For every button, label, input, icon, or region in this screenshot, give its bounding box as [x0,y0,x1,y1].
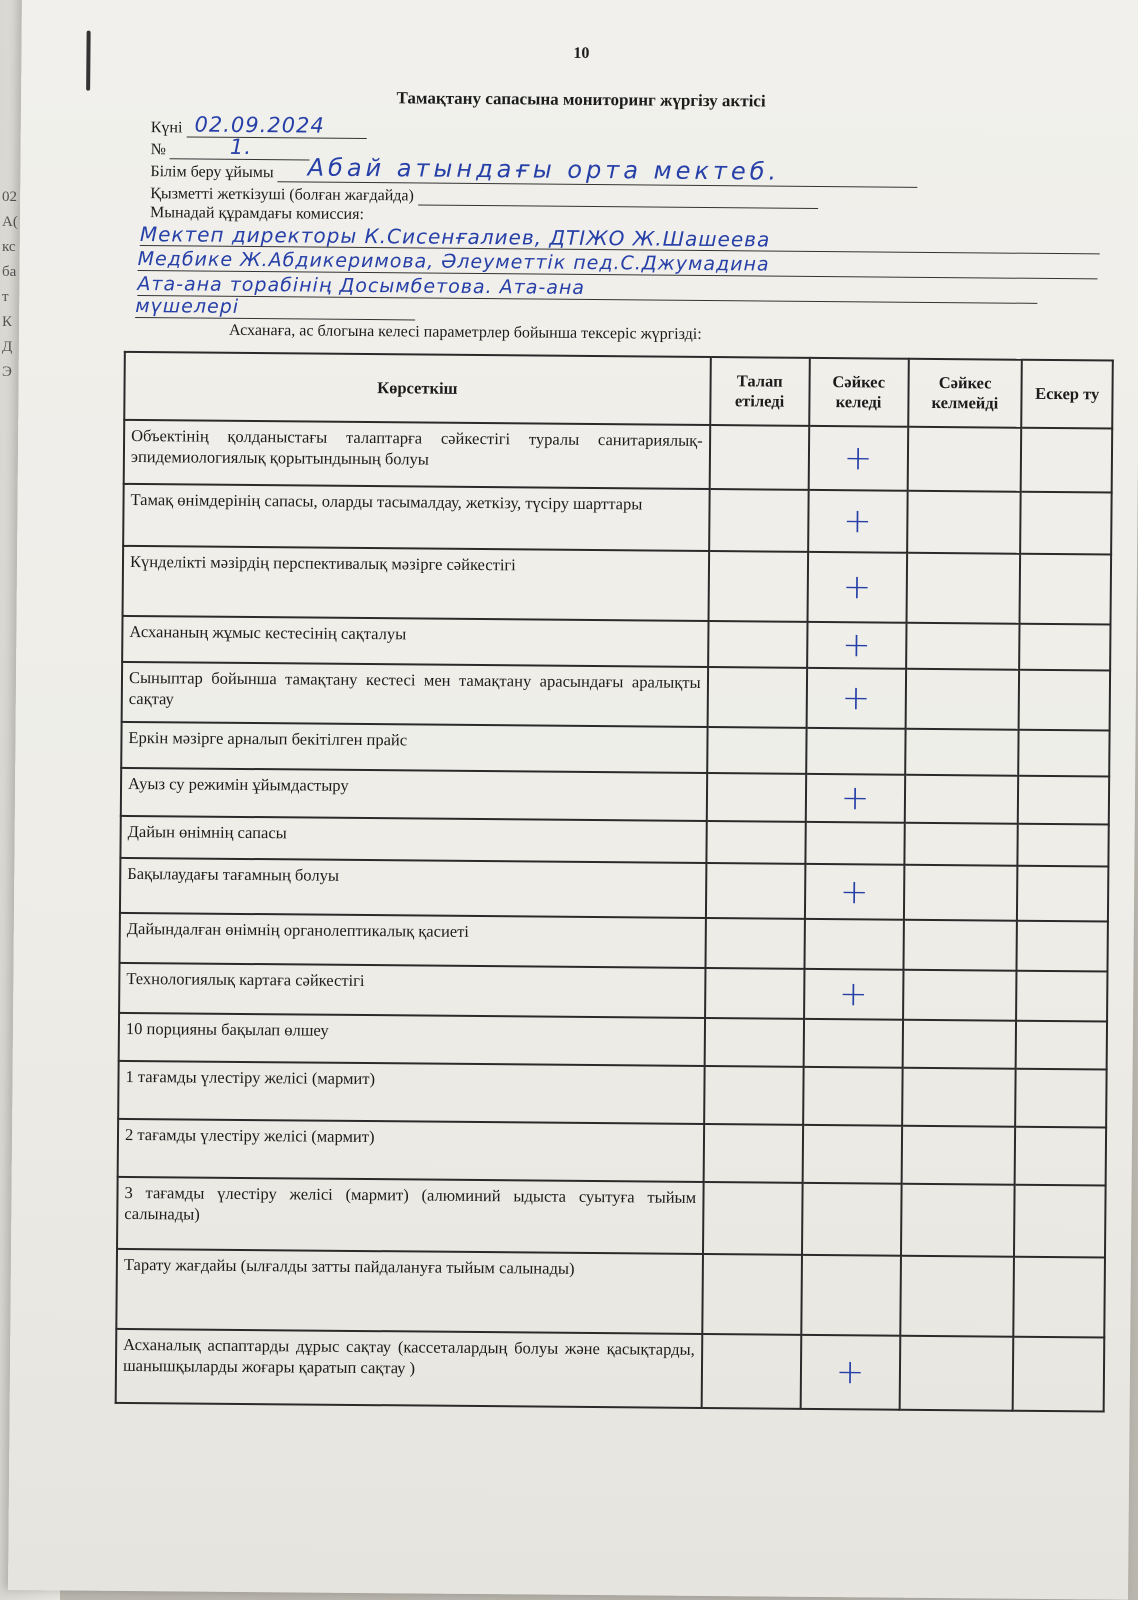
number-line [150,134,310,160]
compliant-mark: + [806,668,906,729]
compliant-mark: + [800,1335,900,1410]
required-cell [706,773,805,822]
criterion-cell: 3 тағамды үлестіру желісі (мармит) (алюминий ыдыста суытуға тыйым салынады) [117,1177,703,1254]
number-field [170,134,310,160]
underlying-page-fragment: кс [2,239,16,255]
table-header-row [124,352,1113,429]
table-row [116,1249,1105,1338]
criterion-cell: Дайындалған өнімнің органолептикалық қасиеті [120,913,706,968]
criterion-cell: Дайын өнімнің сапасы [120,816,706,863]
date-field [186,112,366,139]
noncompliant-cell [907,427,1021,492]
table-row [118,1119,1106,1186]
supplier-field [418,184,818,208]
table-row [120,858,1108,922]
date-label: Күні [150,119,183,137]
number-label: № [150,141,166,159]
noncompliant-cell [904,823,1018,866]
noncompliant-cell [901,1126,1015,1185]
page-number: 10 [573,44,590,62]
table-row [119,963,1107,1022]
table-row [119,1013,1107,1070]
criterion-cell: Сыныптар бойынша тамақтану кестесі мен тамақтану арасындағы аралықты сақтау [122,662,708,727]
criterion-cell: Объектінің қолданыстағы талаптарға сәйкестігі туралы санитариялық-эпидемиологиялық қорытындының болуы [124,420,710,489]
table-row [124,420,1113,493]
note-cell [1016,1021,1107,1070]
note-cell [1017,866,1108,922]
col-header-noncompliant: Сәйкес келмейді [908,359,1022,428]
required-cell [703,1182,803,1255]
underlying-page-fragment: 02 [2,189,17,205]
col-header-required: Талап етіледі [710,357,810,426]
intro-text: Асханаға, ас блогына келесі параметрлер бойынша тексеріс жүргізді: [228,321,702,343]
compliant-mark [802,1183,902,1256]
note-cell [1020,554,1111,625]
date-value: 02.09.2024 [194,112,325,138]
note-cell [1021,428,1112,493]
note-cell [1014,1257,1105,1338]
table-row [120,913,1108,972]
table-row [116,1329,1105,1412]
monitoring-table [115,351,1114,1413]
compliant-mark: + [808,490,908,553]
criterion-cell: Күнделікті мәзірдің перспективалық мәзірге сәйкестігі [123,546,709,621]
criterion-cell: 10 порцияны бақылап өлшеу [119,1013,705,1066]
compliant-mark: + [807,552,907,623]
margin-mark [86,31,91,91]
col-header-note: Ескер ту [1022,360,1113,429]
required-cell [704,1066,804,1125]
commission-label: Мынадай құрамдағы комиссия: [149,204,365,223]
table-row [123,484,1112,555]
note-cell [1019,730,1110,777]
noncompliant-cell [903,920,1017,971]
table-row [121,768,1109,825]
underlying-page-fragment: Д [2,339,13,355]
required-cell [705,918,804,969]
noncompliant-cell [904,865,1018,921]
note-cell [1013,1337,1104,1412]
criterion-cell: Ауыз су режимін ұйымдастыру [121,768,707,821]
underlying-page-fragment: ба [2,264,17,280]
underlying-page-fragment: А( [2,214,18,230]
required-cell [701,1334,801,1409]
underlying-page-fragment: т [2,289,9,305]
required-cell [705,968,804,1019]
criterion-cell: Технологиялық картаға сәйкестігі [119,963,705,1018]
note-cell [1015,1127,1106,1186]
criterion-cell: Тамақ өнімдерінің сапасы, оларды тасымалдау, жеткізу, түсіру шарттары [123,484,709,551]
required-cell [709,489,809,552]
compliant-mark: + [808,426,908,491]
noncompliant-cell [905,729,1019,776]
required-cell [707,727,806,774]
note-cell [1015,1069,1106,1128]
required-cell [704,1018,803,1067]
compliant-mark: + [807,622,906,669]
noncompliant-cell [906,623,1020,670]
required-cell [708,621,807,668]
table-row [122,662,1110,731]
date-line [150,112,367,139]
required-cell [706,863,805,919]
table-row [118,1061,1106,1128]
compliant-mark [801,1255,901,1336]
compliant-mark [802,1125,902,1184]
underlying-page-fragment: Э [2,364,12,380]
col-header-criterion: Көрсеткіш [124,352,710,425]
note-cell [1020,492,1111,555]
compliant-mark [806,728,905,775]
note-cell [1018,776,1109,825]
noncompliant-cell [901,1184,1015,1257]
note-cell [1019,624,1110,671]
table-row [117,1177,1106,1258]
noncompliant-cell [906,553,1020,624]
compliant-mark: + [805,864,904,920]
noncompliant-cell [902,1020,1016,1069]
commission-line: мүшелері [135,295,415,320]
document-page [8,0,1138,1600]
note-cell [1018,824,1109,867]
required-cell [708,551,808,622]
noncompliant-cell [899,1336,1013,1411]
table-row [123,546,1112,625]
note-cell [1017,921,1108,972]
criterion-cell: Тарату жағдайы (ылғалды затты пайдалануға тыйым салынады) [116,1249,702,1334]
criterion-cell: Асханалық аспаптарды дұрыс сақтау (кассеталардың болуы және қасықтарды, шанышқыларды жоғары қаратып сақтау ) [116,1329,702,1408]
commission-line: Медбике Ж.Абдикеримова, Әлеуметтік пед.С.Джумадина [138,248,1098,279]
noncompliant-cell [903,970,1017,1021]
required-cell [703,1124,803,1183]
required-cell [706,821,805,864]
required-cell [702,1254,802,1335]
compliant-mark [804,919,903,970]
noncompliant-cell [904,775,1018,824]
criterion-cell: Бақылаудағы тағамның болуы [120,858,706,918]
col-header-compliant: Сәйкес келеді [809,358,909,427]
org-label: Білім беру ұйымы [150,163,274,182]
supplier-label: Қызметті жеткізуші (болған жағдайда) [150,185,414,205]
compliant-mark [803,1067,903,1126]
note-cell [1016,971,1107,1022]
criterion-cell: Еркін мәзірге арналып бекітілген прайс [121,722,707,773]
required-cell [709,425,809,490]
org-value: Абай атындағы орта мектеб. [307,153,781,186]
noncompliant-cell [907,491,1021,554]
document-title: Тамақтану сапасына мониторинг жүргізу актісі [396,88,766,111]
noncompliant-cell [905,669,1019,730]
note-cell [1019,670,1110,731]
underlying-page-fragment: К [2,314,13,330]
note-cell [1014,1185,1105,1258]
number-value: 1. [229,134,253,160]
compliant-mark: + [805,774,904,823]
criterion-cell: Асхананың жұмыс кестесінің сақталуы [122,616,708,667]
criterion-cell: 2 тағамды үлестіру желісі (мармит) [118,1119,704,1182]
compliant-mark: + [804,969,903,1020]
commission-line: Ата-ана торабінің Досымбетова. Ата-ана [137,273,1037,304]
commission-line: Мектеп директоры К.Сисенғалиев, ДТІЖО Ж.Шашеева [140,223,1100,254]
required-cell [707,667,807,728]
noncompliant-cell [902,1068,1016,1127]
compliant-mark [805,822,904,865]
criterion-cell: 1 тағамды үлестіру желісі (мармит) [118,1061,704,1124]
compliant-mark [803,1019,902,1068]
noncompliant-cell [900,1256,1014,1337]
